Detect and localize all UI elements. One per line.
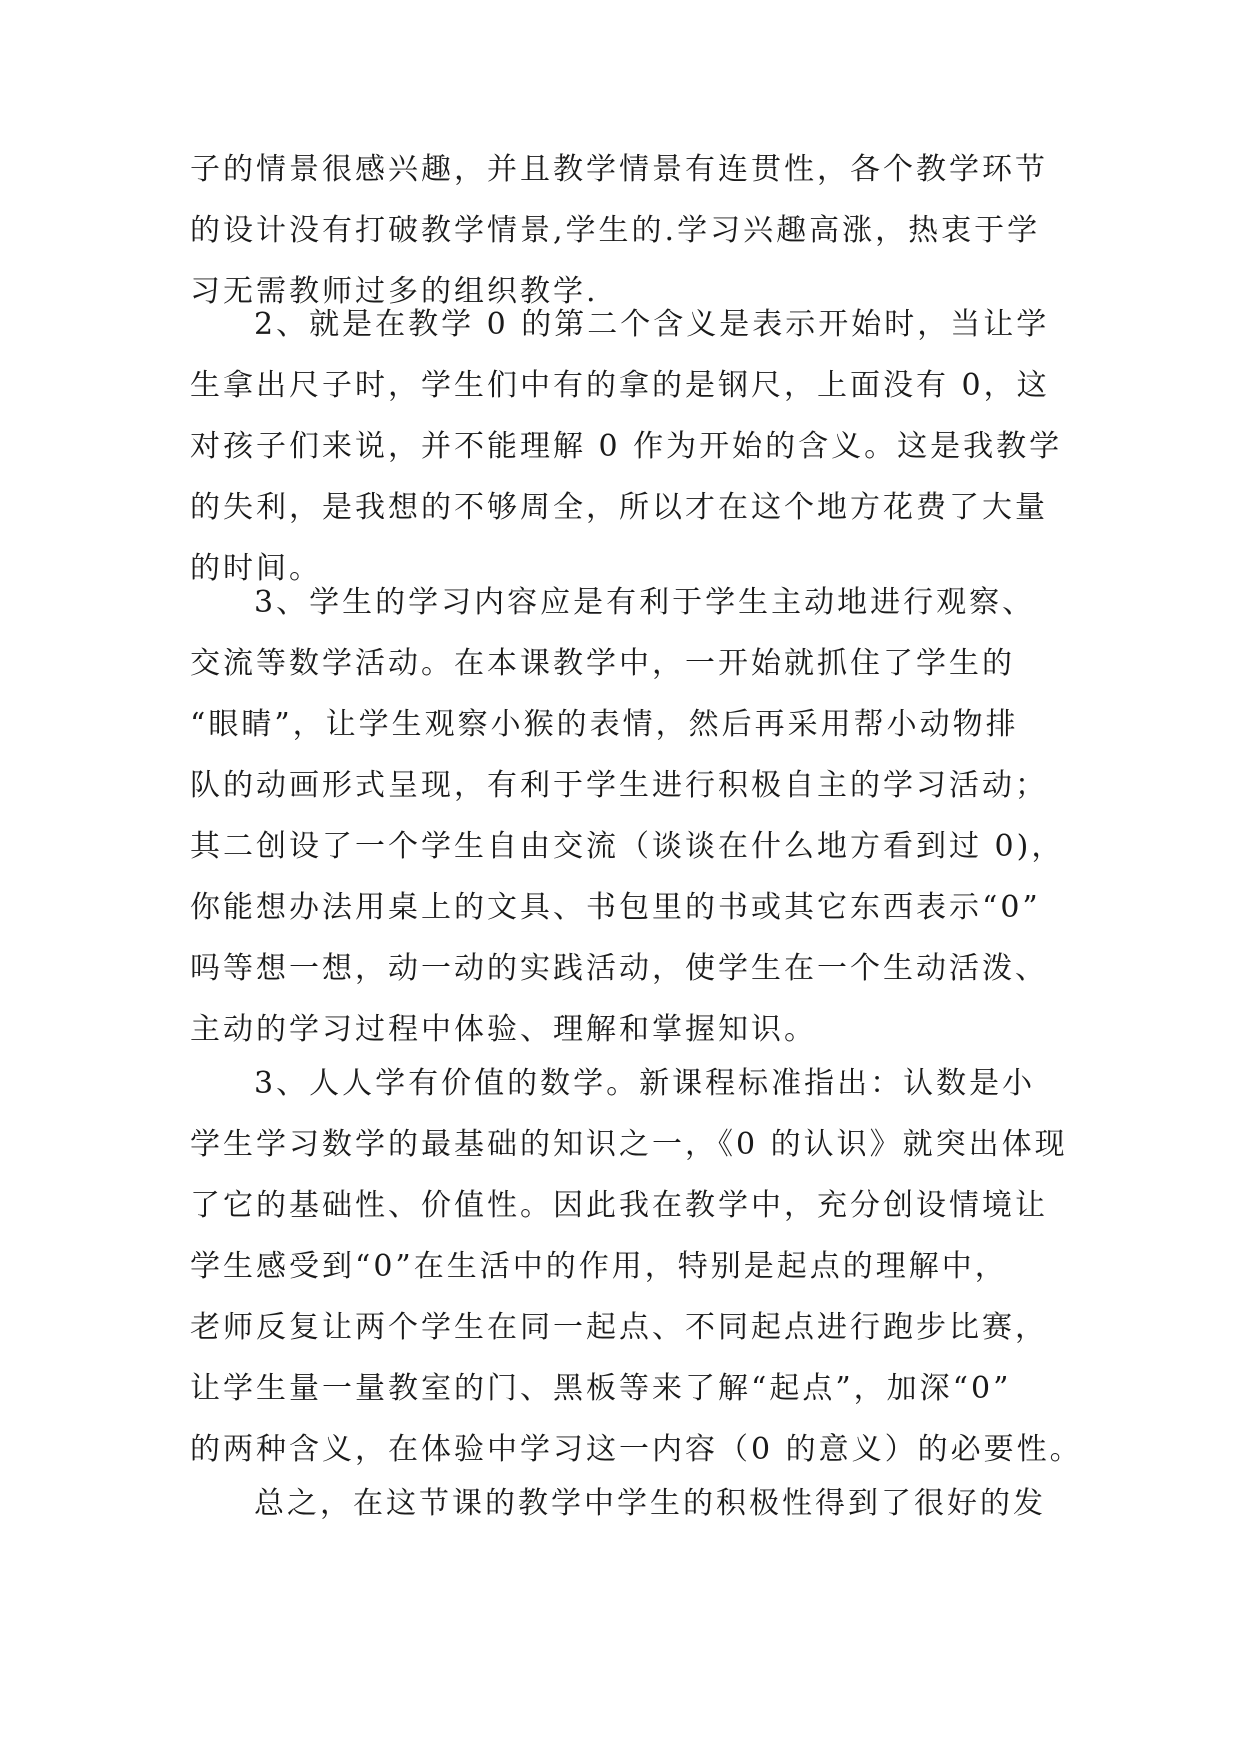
text-line: 的失利，是我想的不够周全，所以才在这个地方花费了大量 bbox=[190, 490, 1048, 525]
text-line: 学生感受到“0”在生活中的作用，特别是起点的理解中， bbox=[190, 1249, 1008, 1284]
text-line: 子的情景很感兴趣，并且教学情景有连贯性，各个教学环节 bbox=[190, 152, 1048, 187]
text-line: 对孩子们来说，并不能理解 0 作为开始的含义。这是我教学 bbox=[190, 429, 1063, 464]
text-line: 你能想办法用桌上的文具、书包里的书或其它东西表示“0” bbox=[190, 890, 1041, 925]
paragraph-4 bbox=[190, 1053, 1083, 1480]
text-line: 3、学生的学习内容应是有利于学生主动地进行观察、 bbox=[254, 585, 1036, 620]
text-line: 队的动画形式呈现，有利于学生进行积极自主的学习活动； bbox=[190, 768, 1048, 803]
text-line: 老师反复让两个学生在同一起点、不同起点进行跑步比赛， bbox=[190, 1310, 1048, 1345]
text-line: 吗等想一想，动一动的实践活动，使学生在一个生动活泼、 bbox=[190, 951, 1048, 986]
text-line: 生拿出尺子时，学生们中有的拿的是钢尺，上面没有 0，这 bbox=[190, 368, 1050, 403]
text-line: 其二创设了一个学生自由交流（谈谈在什么地方看到过 0)， bbox=[190, 829, 1065, 864]
paragraph-2 bbox=[190, 294, 1070, 599]
text-line: 主动的学习过程中体验、理解和掌握知识。 bbox=[190, 1012, 817, 1047]
text-line: 2、就是在教学 0 的第二个含义是表示开始时，当让学 bbox=[254, 307, 1050, 342]
text-line: 的时间。 bbox=[190, 551, 322, 586]
text-line: “眼睛”，让学生观察小猴的表情，然后再采用帮小动物排 bbox=[190, 707, 1019, 742]
text-line: 了它的基础性、价值性。因此我在教学中，充分创设情境让 bbox=[190, 1188, 1048, 1223]
paragraph-3 bbox=[190, 572, 1070, 1060]
text-line: 总之，在这节课的教学中学生的积极性得到了很好的发 bbox=[254, 1486, 1046, 1521]
text-line: 3、人人学有价值的数学。新课程标准指出：认数是小 bbox=[254, 1066, 1036, 1101]
text-line: 学生学习数学的最基础的知识之一，《0 的认识》就突出体现 bbox=[190, 1127, 1068, 1162]
text-line: 的两种含义，在体验中学习这一内容（0 的意义）的必要性。 bbox=[190, 1432, 1083, 1467]
text-line: 让学生量一量教室的门、黑板等来了解“起点”，加深“0” bbox=[190, 1371, 1012, 1406]
text-line: 交流等数学活动。在本课教学中，一开始就抓住了学生的 bbox=[190, 646, 1015, 681]
paragraph-5 bbox=[190, 1473, 1070, 1534]
text-line: 的设计没有打破教学情景,学生的.学习兴趣高涨，热衷于学 bbox=[190, 213, 1041, 248]
text-line: 习无需教师过多的组织教学. bbox=[190, 274, 599, 309]
